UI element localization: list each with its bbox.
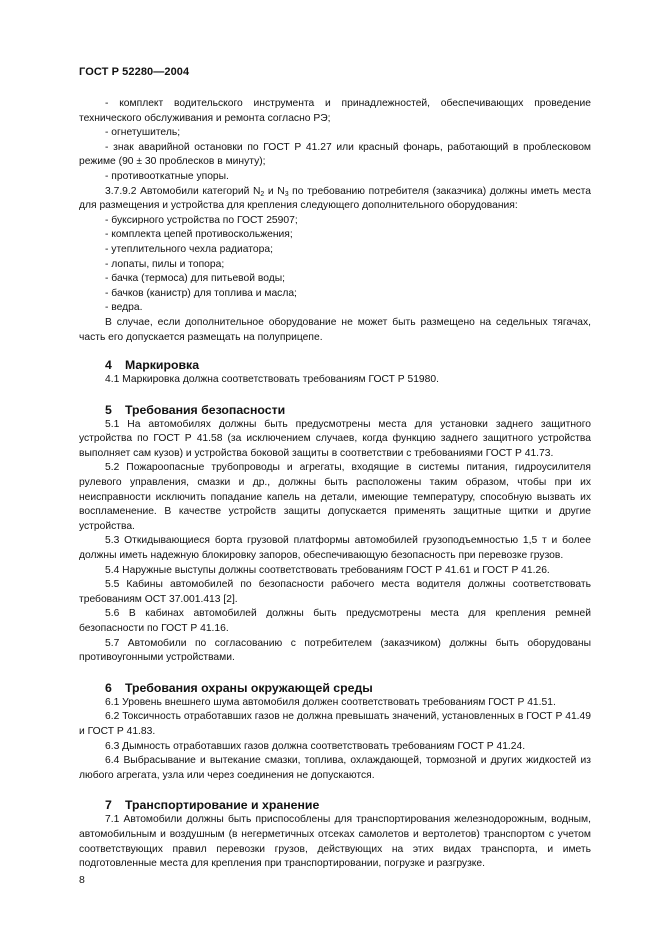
paragraph-5-1: 5.1 На автомобилях должны быть предусмотрены места для установки заднего защитного устройства по ГОСТ Р 41.58 (за исключением случаев, когда функцию заднего защитного устройства выполняет сам кузов) и устройства боковой защиты в соответствии с требованиями ГОСТ Р 41.73. [79,418,591,459]
list-item: - огнетушитель; [105,127,181,139]
section-heading-7: 7 Транспортирование и хранение [105,798,320,813]
list-item: - утеплительного чехла радиатора; [105,243,273,255]
section-heading-6: 6 Требования охраны окружающей среды [105,680,373,695]
paragraph-6-3: 6.3 Дымность отработавших газов должна соответствовать требованиям ГОСТ Р 41.24. [105,740,526,752]
section-heading-4: 4 Маркировка [105,358,200,373]
paragraph-5-2: 5.2 Пожароопасные трубопроводы и агрегаты, входящие в системы питания, гидроусилителя рулевого управления, смазки и др., должны быть расположены таким образом, чтобы при их неисправности исключить попадание капель на детали, имеющие температуру, способную вызвать их воспламенение. В качестве устройств защиты допускается применять защитные щитки и другие устройства. [79,462,591,532]
paragraph-6-2: 6.2 Токсичность отработавших газов не должна превышать значений, установленных в ГОСТ Р 41.49 и ГОСТ Р 41.83. [79,711,591,737]
section-heading-5: 5 Требования безопасности [105,402,286,417]
page-number: 8 [79,874,85,886]
paragraph-6-4: 6.4 Выбрасывание и вытекание смазки, топлива, охлаждающей, тормозной и других жидкостей из любого агрегата, узла или через соединения не допускаются. [79,755,591,781]
list-item: - буксирного устройства по ГОСТ 25907; [105,214,298,226]
list-item: - ведра. [105,302,143,314]
paragraph-5-6: 5.6 В кабинах автомобилей должны быть предусмотрены места для крепления ремней безопасности по ГОСТ Р 41.16. [79,608,591,634]
paragraph-5-4: 5.4 Наружные выступы должны соответствовать требованиям ГОСТ Р 41.61 и ГОСТ Р 41.26. [105,564,550,576]
list-item: - комплект водительского инструмента и принадлежностей, обеспечивающих проведение технического обслуживания и ремонта согласно РЭ; [79,98,591,124]
page-body [79,97,591,872]
list-item: - знак аварийной остановки по ГОСТ Р 41.27 или красный фонарь, работающий в проблесковом режиме (90 ± 30 проблесков в минуту); [79,141,591,168]
closing-paragraph: В случае, если дополнительное оборудование не может быть размещено на седельных тягачах, часть его допускается размещать на полуприцепе. [79,316,591,343]
list-item: - комплекта цепей противоскольжения; [105,229,293,241]
list-item: - лопаты, пилы и топора; [105,258,225,270]
paragraph-5-5: 5.5 Кабины автомобилей по безопасности рабочего места водителя должны соответствовать требованиям ОСТ 37.001.413 [2]. [79,579,591,605]
list-item: - бачка (термоса) для питьевой воды; [105,273,285,285]
paragraph-3-7-9-2: 3.7.9.2 Автомобили категорий $N_2$ и $N_3$ по требованию потребителя (заказчика) должны иметь места для размещения и устройства для крепления следующего дополнительного оборудования: [79,185,591,212]
paragraph-7-1: 7.1 Автомобили должны быть приспособлены для транспортирования железнодорожным, водным, автомобильным и воздушным (в негерметичных отсеках самолетов и вертолетов) транспортом с учетом соответствующих правил перевозки грузов, действующих на этих видах транспорта, и иметь подготовленные места для крепления при транспортировании, погрузке и разгрузке. [79,814,591,870]
document-header: ГОСТ Р 52280—2004 [79,66,190,78]
list-item: - противооткатные упоры. [105,170,229,182]
paragraph-4-1: 4.1 Маркировка должна соответствовать требованиям ГОСТ Р 51980. [105,374,439,386]
paragraph-6-1: 6.1 Уровень внешнего шума автомобиля должен соответствовать требованиям ГОСТ Р 41.51. [105,696,556,708]
list-item: - бачков (канистр) для топлива и масла; [105,287,297,299]
paragraph-5-7: 5.7 Автомобили по согласованию с потребителем (заказчиком) должны быть оборудованы противоугонными устройствами. [79,637,591,664]
paragraph-5-3: 5.3 Откидывающиеся борта грузовой платформы автомобилей грузоподъемностью 1,5 т и более должны иметь надежную блокировку запоров, обеспечивающую безопасность при перевозке грузов. [79,535,591,562]
